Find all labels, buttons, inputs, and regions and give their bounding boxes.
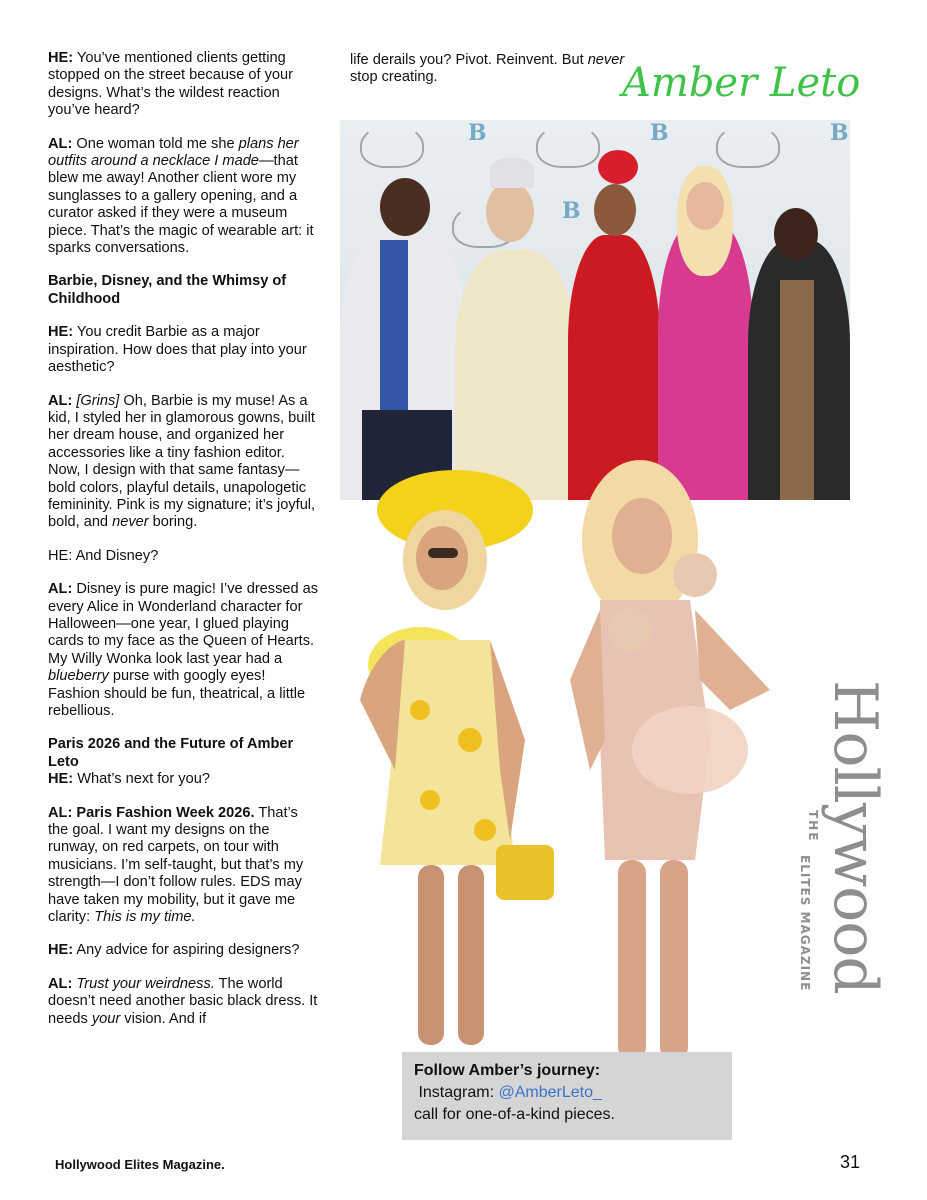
sunglasses-left [428, 548, 458, 558]
paragraph-al-1 [48, 136, 320, 258]
speaker-label: AL: [48, 392, 73, 409]
paragraph-he-2 [48, 324, 320, 376]
emphasis-text: plans her outfits around a necklace I made [48, 135, 299, 170]
person-3-fascinator [598, 150, 638, 184]
leg-left-1 [418, 865, 444, 1045]
yellow-handbag [496, 845, 554, 900]
hollywood-elites-brand-vertical [790, 680, 890, 1090]
speaker-label: AL: Paris Fashion Week 2026. [48, 804, 255, 821]
tulle-bow [632, 706, 748, 794]
speaker-label: AL: [48, 975, 73, 992]
speaker-label: HE: [48, 50, 74, 66]
leg-right-2 [660, 860, 688, 1060]
instagram-label: Instagram: [418, 1084, 499, 1101]
flower-detail [410, 700, 430, 720]
backdrop-logo-icon: B [562, 198, 581, 224]
footer-magazine-name: Hollywood Elites Magazine. [55, 1157, 225, 1172]
person-5-shirt [780, 280, 814, 500]
article-left-column [48, 50, 320, 1044]
backdrop-logo-icon: B [830, 120, 849, 146]
paragraph-text: Any advice for aspiring designers? [73, 942, 300, 959]
person-1-head [380, 178, 430, 236]
paragraph-text: One woman told me she [72, 135, 239, 152]
speaker-label: HE: [48, 324, 74, 341]
brand-main-text: Hollywood [820, 680, 890, 994]
laurel-wreath-icon [716, 124, 780, 168]
instagram-handle-link[interactable]: @AmberLeto_ [498, 1084, 602, 1101]
caption-instagram-line [414, 1082, 732, 1104]
article-top-continuation [350, 52, 630, 87]
flower-detail [420, 790, 440, 810]
emphasis-text: This is my time. [94, 909, 196, 926]
amber-leto-fashion-photo [300, 440, 780, 1080]
paragraph-text: Oh, Barbie is my muse! As a kid, I styled her in glamorous gowns, built her dream house, and organized her accessories like a tiny fashion editor. Now, I design with that same fantasy—bold colors, playful details, unapologetic femininity. Pink is my signature; it’s joyful, bold, and [48, 392, 316, 531]
flower-detail [474, 819, 496, 841]
speaker-label: AL: [48, 581, 73, 598]
page-number: 31 [840, 1152, 861, 1172]
paragraph-al-4 [48, 805, 320, 927]
speaker-label: HE: [48, 942, 74, 959]
paragraph-he-3: HE: And Disney? [48, 547, 159, 564]
person-4-head [686, 182, 724, 230]
caption-title: Follow Amber’s journey: [414, 1062, 601, 1079]
paragraph-al-5 [48, 976, 320, 1028]
emphasis-text: Trust your weirdness. [72, 975, 215, 992]
paragraph-text: Disney is pure magic! I’ve dressed as every Alice in Wonderland character for Halloween—one year, I glued playing cards to my face as the Queen of Hearts. My Willy Wonka look last year had a [48, 581, 319, 667]
person-2-tiara [490, 158, 534, 188]
flower-detail [458, 728, 482, 752]
paragraph-text: You’ve mentioned clients getting stopped on the street because of your designs. What’s the wildest reaction you’ve heard? [48, 50, 294, 119]
paragraph-text: stop creating. [350, 69, 438, 86]
arm-right-2 [695, 610, 770, 710]
amber-leto-signature: Amber Leto [622, 60, 861, 106]
paragraph-text: life derails you? Pivot. Reinvent. But [350, 52, 588, 68]
arm-right-1 [570, 610, 605, 770]
paragraph-al-3 [48, 581, 320, 720]
backdrop-logo-icon: B [468, 120, 487, 146]
speaker-label: HE: [48, 771, 74, 788]
speaker-label: AL: [48, 135, 73, 152]
emphasis-text: your [91, 1010, 121, 1027]
caption-line-3: call for one-of-a-kind pieces. [414, 1106, 615, 1123]
laurel-wreath-icon [360, 124, 424, 168]
paragraph-text: The world doesn’t need another basic black dress. It needs [48, 975, 318, 1027]
paragraph-text: purse with googly eyes! Fashion should be fun, theatrical, a little rebellious. [48, 668, 306, 719]
emphasis-text: blueberry [48, 668, 109, 685]
section-heading-barbie: Barbie, Disney, and the Whimsy of Childhood [48, 273, 287, 307]
rose-chest [608, 608, 652, 652]
paragraph-text: You credit Barbie as a major inspiration. How does that play into your aesthetic? [48, 324, 307, 376]
brand-subtitle-text: ELITES MAGAZINE [798, 855, 812, 992]
emphasis-text: never [112, 514, 149, 531]
paragraph-he-1 [48, 50, 320, 120]
backdrop-logo-icon: B [650, 120, 669, 146]
face-right [612, 498, 672, 574]
person-3-head [594, 184, 636, 236]
laurel-wreath-icon [536, 124, 600, 168]
paragraph-text: What’s next for you? [73, 771, 210, 788]
section-heading-paris: Paris 2026 and the Future of Amber Leto [48, 736, 294, 770]
person-2-head [486, 182, 534, 242]
leg-left-2 [458, 865, 484, 1045]
rose-shoulder [673, 553, 717, 597]
paragraph-text: boring. [148, 514, 198, 531]
brand-the-text: THE [806, 810, 820, 843]
person-5-head [774, 208, 818, 260]
paragraph-al-2 [48, 393, 320, 532]
paragraph-text: vision. And if [120, 1010, 207, 1027]
paragraph-he-5 [48, 942, 320, 959]
paragraph-text: —that blew me away! Another client wore my sunglasses to a gallery opening, and a curator asked if they were a museum piece. That’s the magic of wearable art: it sparks conversations. [48, 153, 314, 257]
paragraph-he-4 [48, 771, 320, 788]
leg-right-1 [618, 860, 646, 1060]
paragraph-text: That’s the goal. I want my designs on the runway, on red carpets, on tour with musicians. I’m self-taught, but that’s my strength—I don’t follow rules. EDS may have taken my mobility, but it gave me clarity: [48, 804, 304, 926]
emphasis-text: [Grins] [72, 392, 120, 409]
emphasis-text: never [587, 52, 625, 68]
follow-caption-box [402, 1052, 732, 1140]
